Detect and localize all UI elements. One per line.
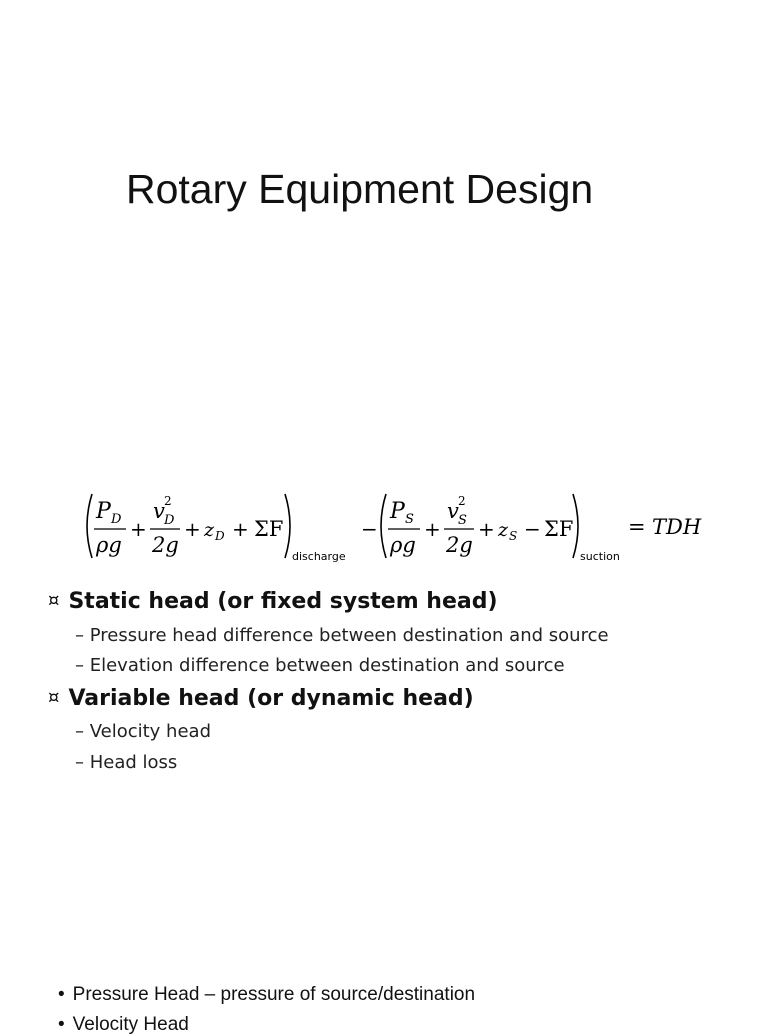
eq-rho-g-2: ρg xyxy=(390,533,416,557)
eq-sigma-f-1: ΣF xyxy=(254,517,284,541)
list-item-static-head xyxy=(48,589,498,614)
eq-z-d: z xyxy=(204,519,215,541)
bullet-dot-icon: • xyxy=(58,1014,65,1035)
eq-plus-5: + xyxy=(478,517,495,541)
eq-plus-2: + xyxy=(184,517,201,541)
eq-z-s-sub: S xyxy=(509,529,518,543)
eq-z-s: z xyxy=(498,519,509,541)
sub-item-head-loss: – Head loss xyxy=(75,752,178,773)
sub-item-velocity-head: – Velocity head xyxy=(75,721,211,742)
eq-v-d-sup: 2 xyxy=(164,494,172,508)
slide-title: Rotary Equipment Design xyxy=(126,166,594,212)
eq-equals: = xyxy=(628,515,646,539)
sub-item-elevation-diff: – Elevation difference between destination and source xyxy=(75,655,565,676)
eq-suction-label: suction xyxy=(580,550,620,563)
eq-v-s-sub: S xyxy=(458,513,467,528)
bottom-bullet-velocity-head xyxy=(58,1014,189,1036)
bottom-bullet-text: Pressure Head – pressure of source/destination xyxy=(72,984,476,1005)
eq-two-g-2: 2g xyxy=(446,533,473,557)
eq-p-s-sub: S xyxy=(405,512,414,527)
currency-marker-icon: ¤ xyxy=(48,590,60,611)
list-item-label: Static head (or fixed system head) xyxy=(68,589,498,614)
right-paren-close-2 xyxy=(573,494,578,558)
eq-minus-1: − xyxy=(361,517,378,541)
eq-discharge-label: discharge xyxy=(292,550,346,563)
sub-item-pressure-head-diff: – Pressure head difference between destination and source xyxy=(75,625,609,646)
eq-p-s: P xyxy=(390,499,405,524)
currency-marker-icon: ¤ xyxy=(48,687,60,708)
eq-v-d: v xyxy=(153,499,165,523)
eq-plus-1: + xyxy=(130,517,147,541)
eq-plus-3: + xyxy=(232,517,249,541)
tdh-equation xyxy=(80,488,730,566)
eq-minus-2: − xyxy=(524,517,541,541)
left-paren-open-2 xyxy=(381,494,386,558)
eq-rho-g-1: ρg xyxy=(96,533,122,557)
eq-v-d-sub: D xyxy=(164,513,175,528)
eq-v-s-sup: 2 xyxy=(458,494,466,508)
eq-sigma-f-2: ΣF xyxy=(544,517,574,541)
list-item-variable-head xyxy=(48,686,474,711)
bullet-dot-icon: • xyxy=(58,984,65,1005)
eq-plus-4: + xyxy=(424,517,441,541)
bottom-bullet-text: Velocity Head xyxy=(72,1014,189,1035)
equation-svg xyxy=(80,488,730,566)
eq-z-d-sub: D xyxy=(215,529,225,543)
eq-p-d-sub: D xyxy=(111,512,122,527)
eq-p-d: P xyxy=(96,499,111,524)
bottom-bullet-pressure-head xyxy=(58,984,475,1006)
eq-tdh: TDH xyxy=(652,515,702,539)
eq-v-s: v xyxy=(447,499,459,523)
eq-two-g-1: 2g xyxy=(152,533,179,557)
right-paren-close-1 xyxy=(285,494,290,558)
list-item-label: Variable head (or dynamic head) xyxy=(68,686,474,711)
left-paren-open-1 xyxy=(87,494,92,558)
